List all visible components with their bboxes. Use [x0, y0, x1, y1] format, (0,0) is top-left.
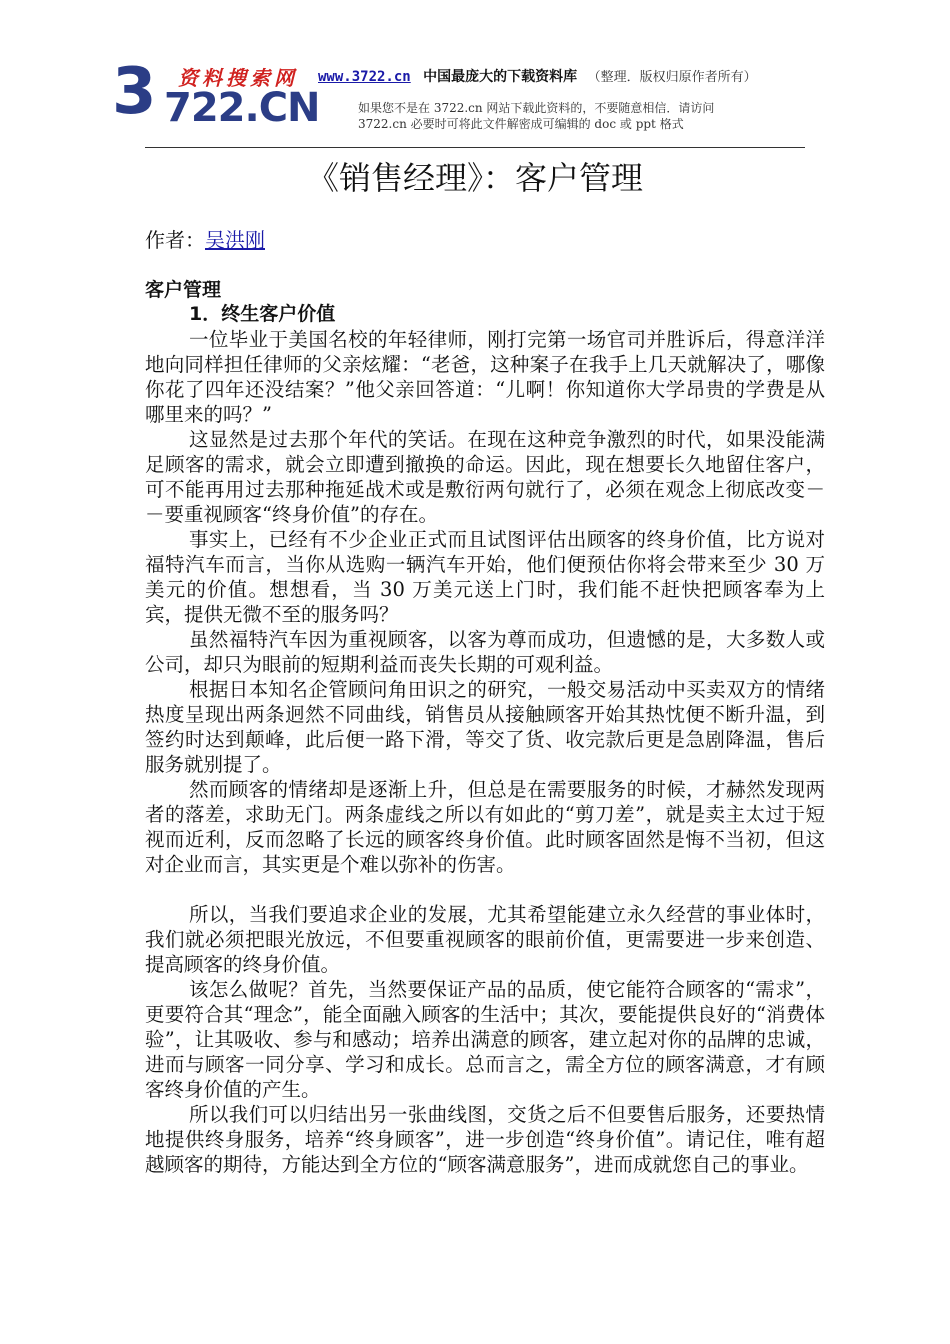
logo-chinese-text: 资料搜索网: [178, 66, 298, 90]
document-body: [145, 278, 825, 1177]
logo-domain: 722.CN: [164, 85, 320, 131]
paragraph: 事实上，已经有不少企业正式而且试图评估出顾客的终身价值，比方说对福特汽车而言，当你从选购一辆汽车开始，他们便预估你将会带来至少 30 万美元的价值。想想看，当 30 万美元送上门时，我们能不赶快把顾客奉为上宾，提供无微不至的服务吗？: [145, 528, 825, 626]
site-line: [318, 66, 757, 86]
paragraph: 该怎么做呢？首先，当然要保证产品的品质，使它能符合顾客的“需求”，更要符合其“理念”，能全面融入顾客的生活中；其次，要能提供良好的“消费体验”，让其吸收、参与和感动；培养出满意的顾客，建立起对你的品牌的忠诚，进而与顾客一同分享、学习和成长。总而言之，需全方位的顾客满意，才有顾客终身价值的产生。: [145, 978, 825, 1101]
author-label: 作者：: [145, 228, 205, 252]
section-heading: 客户管理: [145, 279, 222, 301]
paragraph: 这显然是过去那个年代的笑话。在现在这种竞争激烈的时代，如果没能满足顾客的需求，就会立即遭到撤换的命运。因此，现在想要长久地留住客户，可不能再用过去那种拖延战术或是敷衍两句就行了，必须在观念上彻底改变－－要重视顾客“终身价值”的存在。: [145, 428, 825, 526]
logo-number: 3: [112, 55, 155, 129]
paragraph: 虽然福特汽车因为重视顾客，以客为尊而成功，但遗憾的是，大多数人或公司，却只为眼前的短期利益而丧失长期的可观利益。: [145, 628, 825, 676]
download-warning-line1: 如果您不是在 3722.cn 网站下载此资料的，不要随意相信．请访问: [358, 101, 715, 115]
site-logo[interactable]: [112, 55, 320, 131]
subheading: 1．终生客户价值: [189, 303, 336, 325]
paragraph: 然而顾客的情绪却是逐渐上升，但总是在需要服务的时候，才赫然发现两者的落差，求助无门。两条虚线之所以有如此的“剪刀差”，就是卖主太过于短视而近利，反而忽略了长远的顾客终身价值。此时顾客固然是悔不当初，但这对企业而言，其实更是个难以弥补的伤害。: [145, 778, 825, 876]
header-divider: [145, 147, 805, 148]
paragraph: 根据日本知名企管顾问角田识之的研究，一般交易活动中买卖双方的情绪热度呈现出两条迥然不同曲线，销售员从接触顾客开始其热忱便不断升温，到签约时达到颠峰，此后便一路下滑，等交了货、收完款后更是急剧降温，售后服务就别提了。: [145, 678, 825, 776]
document-header: [112, 55, 812, 138]
author-line: [145, 226, 265, 254]
site-url-link[interactable]: www.3722.cn: [318, 69, 411, 85]
document-title: 《销售经理》：客户管理: [306, 159, 643, 197]
download-warning-line2: 3722.cn 必要时可将此文件解密成可编辑的 doc 或 ppt 格式: [358, 117, 684, 131]
paragraph: 所以，当我们要追求企业的发展，尤其希望能建立永久经营的事业体时，我们就必须把眼光放远，不但要重视顾客的眼前价值，更需要进一步来创造、提高顾客的终身价值。: [145, 903, 825, 976]
site-tagline: 中国最庞大的下载资料库: [423, 69, 578, 85]
paragraph: 一位毕业于美国名校的年轻律师，刚打完第一场官司并胜诉后，得意洋洋地向同样担任律师的父亲炫耀：“老爸，这种案子在我手上几天就解决了，哪像你花了四年还没结案？”他父亲回答道：“儿啊！你知道你大学昂贵的学费是从哪里来的吗？”: [145, 328, 825, 426]
author-link[interactable]: 吴洪刚: [205, 228, 265, 252]
paragraph: 所以我们可以归结出另一张曲线图，交货之后不但要售后服务，还要热情地提供终身服务，培养“终身顾客”，进一步创造“终身价值”。请记住，唯有超越顾客的期待，方能达到全方位的“顾客满意服务”，进而成就您自己的事业。: [145, 1103, 825, 1176]
paragraph-spacer: [145, 877, 825, 902]
copyright-note: （整理．版权归原作者所有）: [587, 70, 757, 85]
